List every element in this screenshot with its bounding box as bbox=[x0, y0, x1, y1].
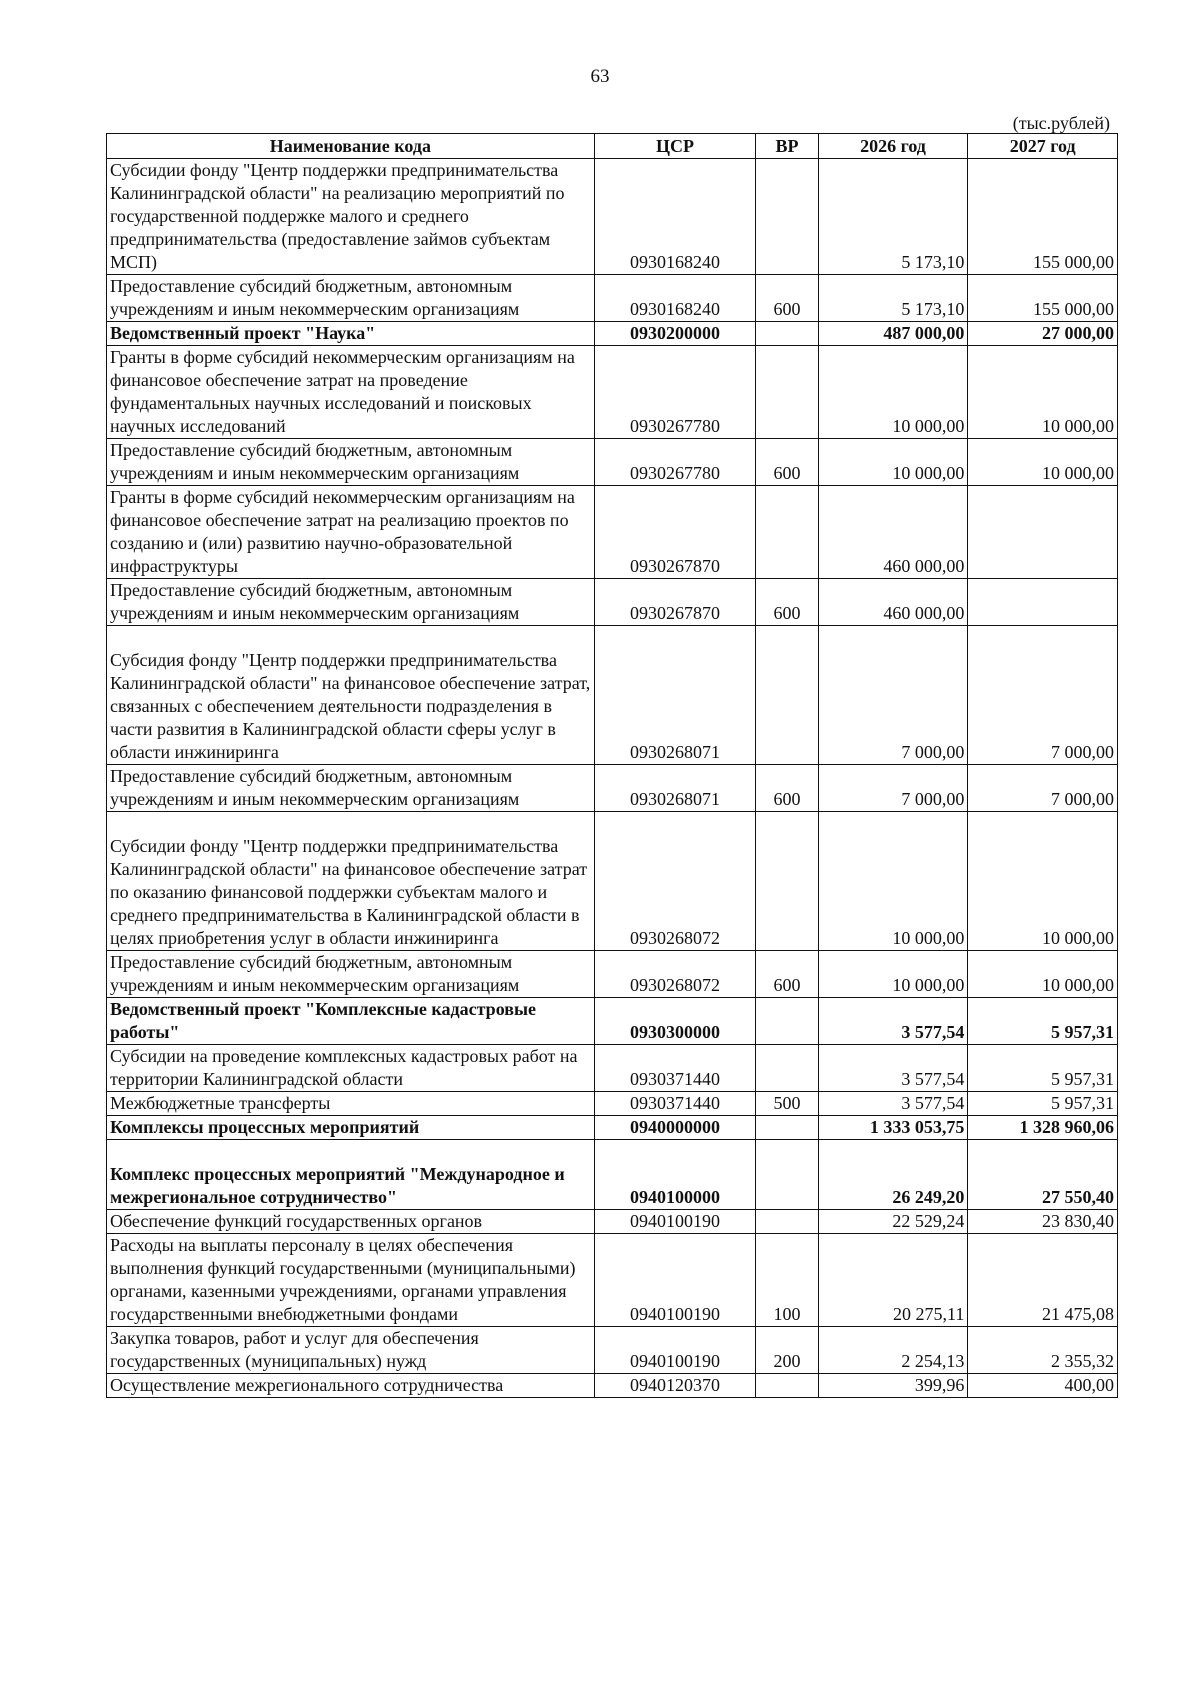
row-name-cell: Субсидия фонду "Центр поддержки предпринимательства Калининградской области" на финансовое обеспечение затрат, связанных с обеспечением деятельности подразделения в части развития в Калининградской области сферы услуг в области инжиниринга bbox=[107, 626, 595, 765]
row-2027-cell: 5 957,31 bbox=[968, 1092, 1118, 1116]
row-vr-cell bbox=[756, 1140, 818, 1210]
row-2026-cell: 5 173,10 bbox=[818, 275, 968, 322]
row-2026-cell: 487 000,00 bbox=[818, 322, 968, 346]
table-row bbox=[107, 1374, 1118, 1398]
row-2026-cell: 10 000,00 bbox=[818, 812, 968, 951]
row-2027-cell bbox=[968, 579, 1118, 626]
row-csr-cell: 0930267870 bbox=[594, 486, 756, 579]
budget-table bbox=[106, 133, 1118, 1398]
row-name-cell: Комплексы процессных мероприятий bbox=[107, 1116, 595, 1140]
row-2026-cell: 399,96 bbox=[818, 1374, 968, 1398]
table-row bbox=[107, 765, 1118, 812]
row-vr-cell: 600 bbox=[756, 951, 818, 998]
row-2026-cell: 1 333 053,75 bbox=[818, 1116, 968, 1140]
row-csr-cell: 0940120370 bbox=[594, 1374, 756, 1398]
row-name-cell: Предоставление субсидий бюджетным, автономным учреждениям и иным некоммерческим организациям bbox=[107, 765, 595, 812]
row-2027-cell: 7 000,00 bbox=[968, 765, 1118, 812]
table-row bbox=[107, 951, 1118, 998]
row-vr-cell bbox=[756, 998, 818, 1045]
row-2027-cell bbox=[968, 486, 1118, 579]
row-csr-cell: 0930268072 bbox=[594, 812, 756, 951]
row-vr-cell: 500 bbox=[756, 1092, 818, 1116]
row-csr-cell: 0940100190 bbox=[594, 1234, 756, 1327]
table-row bbox=[107, 159, 1118, 275]
table-row bbox=[107, 1234, 1118, 1327]
row-vr-cell bbox=[756, 322, 818, 346]
table-row bbox=[107, 579, 1118, 626]
row-2027-cell: 7 000,00 bbox=[968, 626, 1118, 765]
table-row bbox=[107, 1140, 1118, 1210]
row-2026-cell: 7 000,00 bbox=[818, 765, 968, 812]
row-csr-cell: 0930268071 bbox=[594, 765, 756, 812]
row-vr-cell bbox=[756, 1210, 818, 1234]
row-name-cell: Межбюджетные трансферты bbox=[107, 1092, 595, 1116]
header-csr: ЦСР bbox=[594, 134, 756, 159]
row-csr-cell: 0930268071 bbox=[594, 626, 756, 765]
row-name-cell: Субсидии фонду "Центр поддержки предпринимательства Калининградской области" на финансовое обеспечение затрат по оказанию финансовой поддержки субъектам малого и среднего предпринимательства в Калининградской области в целях приобретения услуг в области инжиниринга bbox=[107, 812, 595, 951]
row-2027-cell: 10 000,00 bbox=[968, 812, 1118, 951]
row-vr-cell: 600 bbox=[756, 765, 818, 812]
row-vr-cell bbox=[756, 1045, 818, 1092]
row-2027-cell: 5 957,31 bbox=[968, 998, 1118, 1045]
row-name-cell: Предоставление субсидий бюджетным, автономным учреждениям и иным некоммерческим организациям bbox=[107, 579, 595, 626]
row-2027-cell: 23 830,40 bbox=[968, 1210, 1118, 1234]
row-2027-cell: 21 475,08 bbox=[968, 1234, 1118, 1327]
header-2027: 2027 год bbox=[968, 134, 1118, 159]
table-row bbox=[107, 275, 1118, 322]
row-vr-cell: 600 bbox=[756, 579, 818, 626]
row-csr-cell: 0940100190 bbox=[594, 1210, 756, 1234]
table-row bbox=[107, 1092, 1118, 1116]
row-2027-cell: 1 328 960,06 bbox=[968, 1116, 1118, 1140]
row-2026-cell: 460 000,00 bbox=[818, 486, 968, 579]
row-csr-cell: 0930267780 bbox=[594, 439, 756, 486]
row-csr-cell: 0940000000 bbox=[594, 1116, 756, 1140]
row-name-cell: Предоставление субсидий бюджетным, автономным учреждениям и иным некоммерческим организациям bbox=[107, 275, 595, 322]
table-row bbox=[107, 1327, 1118, 1374]
row-csr-cell: 0930371440 bbox=[594, 1092, 756, 1116]
row-name-cell: Предоставление субсидий бюджетным, автономным учреждениям и иным некоммерческим организациям bbox=[107, 951, 595, 998]
row-csr-cell: 0930168240 bbox=[594, 275, 756, 322]
row-vr-cell: 100 bbox=[756, 1234, 818, 1327]
row-name-cell: Комплекс процессных мероприятий "Международное и межрегиональное сотрудничество" bbox=[107, 1140, 595, 1210]
row-vr-cell bbox=[756, 1374, 818, 1398]
row-2026-cell: 10 000,00 bbox=[818, 439, 968, 486]
table-row bbox=[107, 346, 1118, 439]
row-name-cell: Субсидии фонду "Центр поддержки предпринимательства Калининградской области" на реализацию мероприятий по государственной поддержке малого и среднего предпринимательства (предоставление займов субъектам МСП) bbox=[107, 159, 595, 275]
row-vr-cell bbox=[756, 159, 818, 275]
row-name-cell: Осуществление межрегионального сотрудничества bbox=[107, 1374, 595, 1398]
row-csr-cell: 0930267870 bbox=[594, 579, 756, 626]
row-2027-cell: 400,00 bbox=[968, 1374, 1118, 1398]
row-2027-cell: 155 000,00 bbox=[968, 275, 1118, 322]
row-2026-cell: 22 529,24 bbox=[818, 1210, 968, 1234]
row-2026-cell: 460 000,00 bbox=[818, 579, 968, 626]
row-2027-cell: 10 000,00 bbox=[968, 951, 1118, 998]
table-row bbox=[107, 486, 1118, 579]
row-name-cell: Обеспечение функций государственных органов bbox=[107, 1210, 595, 1234]
row-2026-cell: 5 173,10 bbox=[818, 159, 968, 275]
row-csr-cell: 0930267780 bbox=[594, 346, 756, 439]
row-2027-cell: 27 550,40 bbox=[968, 1140, 1118, 1210]
row-name-cell: Субсидии на проведение комплексных кадастровых работ на территории Калининградской области bbox=[107, 1045, 595, 1092]
header-name: Наименование кода bbox=[107, 134, 595, 159]
row-name-cell: Ведомственный проект "Комплексные кадастровые работы" bbox=[107, 998, 595, 1045]
row-vr-cell bbox=[756, 1116, 818, 1140]
header-vr: ВР bbox=[756, 134, 818, 159]
row-name-cell: Закупка товаров, работ и услуг для обеспечения государственных (муниципальных) нужд bbox=[107, 1327, 595, 1374]
row-2026-cell: 20 275,11 bbox=[818, 1234, 968, 1327]
table-row bbox=[107, 998, 1118, 1045]
table-row bbox=[107, 1210, 1118, 1234]
row-vr-cell: 600 bbox=[756, 439, 818, 486]
row-vr-cell bbox=[756, 486, 818, 579]
row-csr-cell: 0930268072 bbox=[594, 951, 756, 998]
units-label: (тыс.рублей) bbox=[1012, 113, 1110, 133]
row-2026-cell: 26 249,20 bbox=[818, 1140, 968, 1210]
page-number: 63 bbox=[590, 66, 610, 87]
table-row bbox=[107, 1116, 1118, 1140]
row-2027-cell: 10 000,00 bbox=[968, 346, 1118, 439]
row-vr-cell bbox=[756, 626, 818, 765]
table-body bbox=[107, 159, 1118, 1398]
row-2027-cell: 5 957,31 bbox=[968, 1045, 1118, 1092]
row-vr-cell: 200 bbox=[756, 1327, 818, 1374]
row-2027-cell: 2 355,32 bbox=[968, 1327, 1118, 1374]
table-row bbox=[107, 812, 1118, 951]
row-2026-cell: 3 577,54 bbox=[818, 1092, 968, 1116]
row-csr-cell: 0930300000 bbox=[594, 998, 756, 1045]
row-name-cell: Гранты в форме субсидий некоммерческим организациям на финансовое обеспечение затрат на проведение фундаментальных научных исследований и поисковых научных исследований bbox=[107, 346, 595, 439]
row-2026-cell: 3 577,54 bbox=[818, 1045, 968, 1092]
header-2026: 2026 год bbox=[818, 134, 968, 159]
row-2026-cell: 7 000,00 bbox=[818, 626, 968, 765]
row-vr-cell: 600 bbox=[756, 275, 818, 322]
row-vr-cell bbox=[756, 346, 818, 439]
table-row bbox=[107, 439, 1118, 486]
row-2027-cell: 155 000,00 bbox=[968, 159, 1118, 275]
row-csr-cell: 0940100190 bbox=[594, 1327, 756, 1374]
table-row bbox=[107, 626, 1118, 765]
row-2026-cell: 2 254,13 bbox=[818, 1327, 968, 1374]
table-row bbox=[107, 1045, 1118, 1092]
row-vr-cell bbox=[756, 812, 818, 951]
row-name-cell: Ведомственный проект "Наука" bbox=[107, 322, 595, 346]
row-csr-cell: 0940100000 bbox=[594, 1140, 756, 1210]
row-csr-cell: 0930371440 bbox=[594, 1045, 756, 1092]
row-2027-cell: 27 000,00 bbox=[968, 322, 1118, 346]
row-2026-cell: 3 577,54 bbox=[818, 998, 968, 1045]
row-name-cell: Предоставление субсидий бюджетным, автономным учреждениям и иным некоммерческим организациям bbox=[107, 439, 595, 486]
table-header-row bbox=[107, 134, 1118, 159]
row-name-cell: Гранты в форме субсидий некоммерческим организациям на финансовое обеспечение затрат на реализацию проектов по созданию и (или) развитию научно-образовательной инфраструктуры bbox=[107, 486, 595, 579]
row-2026-cell: 10 000,00 bbox=[818, 346, 968, 439]
row-csr-cell: 0930200000 bbox=[594, 322, 756, 346]
row-2027-cell: 10 000,00 bbox=[968, 439, 1118, 486]
row-csr-cell: 0930168240 bbox=[594, 159, 756, 275]
row-name-cell: Расходы на выплаты персоналу в целях обеспечения выполнения функций государственными (муниципальными) органами, казенными учреждениями, органами управления государственными внебюджетными фондами bbox=[107, 1234, 595, 1327]
row-2026-cell: 10 000,00 bbox=[818, 951, 968, 998]
table-row bbox=[107, 322, 1118, 346]
